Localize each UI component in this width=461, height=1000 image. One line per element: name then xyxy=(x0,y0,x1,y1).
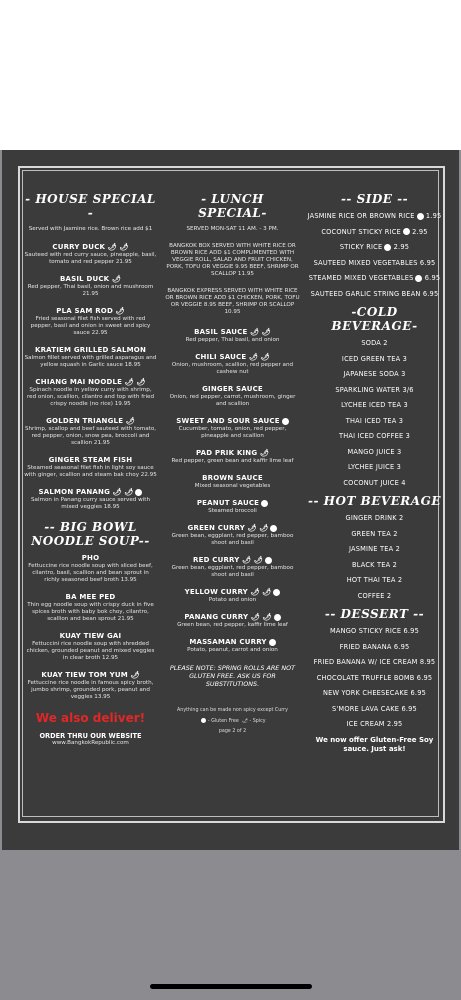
item-description: Steamed seasonal filet fish in light soy sauce with ginger, scallion and steam bak choy 22.95 xyxy=(24,465,157,478)
column-house-special xyxy=(24,192,157,747)
house-special-item xyxy=(24,243,157,266)
item-description: Onion, mushroom, scallion, red pepper and cashew nut xyxy=(171,362,294,375)
spring-roll-notice: PLEASE NOTE: SPRING ROLLS ARE NOT GLUTEN FREE. ASK US FOR SUBSTITUTIONS. xyxy=(169,664,296,688)
column-sides-beverages xyxy=(307,192,442,754)
dessert-item: NEW YORK CHEESECAKE 6.95 xyxy=(322,689,426,697)
pepper-icon: 🌶 🌶 xyxy=(248,353,270,361)
item-description: Fettuccine rice noodle in famous spicy broth, jumbo shrimp, grounded pork, peanut and veggies 13.95 xyxy=(27,680,154,700)
house-special-item xyxy=(24,378,157,408)
top-blank-area xyxy=(0,0,461,150)
item-name xyxy=(24,346,157,355)
sauce-item xyxy=(165,588,300,604)
item-description: Potato, peanut, carrot and onion xyxy=(187,647,278,653)
house-special-note: Served with Jasmine rice. Brown rice add $1 xyxy=(28,226,153,232)
item-name-text: YELLOW CURRY xyxy=(184,588,248,596)
item-name-text: BA MEE PED xyxy=(65,593,116,601)
item-name xyxy=(165,613,300,622)
pepper-icon: 🌶 xyxy=(111,275,122,283)
gluten-free-icon xyxy=(269,639,276,646)
item-name xyxy=(165,385,300,394)
cold-beverage-heading: -COLD BEVERAGE- xyxy=(331,305,418,333)
bangkok-express-description: BANGKOK EXPRESS SERVED WITH WHITE RICE OR BROWN RICE ADD $1 CHICKEN, PORK, TOFU OR VEGGIE 8.95 BEEF, SHRIMP OR SCALLOP 10.95 xyxy=(165,288,300,315)
cold-beverage-item: ICED GREEN TEA 3 xyxy=(341,354,408,363)
pepper-icon: 🌶 🌶 xyxy=(250,328,271,336)
hot-beverage-item: GINGER DRINK 2 xyxy=(345,514,404,522)
pepper-icon: 🌶 xyxy=(115,307,125,315)
home-indicator[interactable] xyxy=(150,984,312,989)
gluten-free-icon xyxy=(270,525,277,532)
item-name xyxy=(165,449,300,458)
side-item-price: 2.95 xyxy=(393,243,410,251)
gluten-free-icon xyxy=(415,275,422,282)
item-description: Mixed seasonal vegetables xyxy=(194,483,271,489)
sauce-item xyxy=(165,613,300,629)
sauce-item xyxy=(165,449,300,465)
dessert-heading: -- DESSERT -- xyxy=(324,607,425,621)
side-item xyxy=(307,212,442,220)
hot-beverage-item: HOT THAI TEA 2 xyxy=(346,576,403,584)
hot-beverage-item: COFFEE 2 xyxy=(357,591,392,600)
side-item-price: 6.95 xyxy=(419,258,436,267)
item-name xyxy=(165,353,300,362)
sauce-item xyxy=(165,556,300,579)
item-name-text: CURRY DUCK xyxy=(52,243,106,251)
gluten-free-icon xyxy=(201,718,206,723)
item-description: Fried seasonal filet fish served with red pepper, basil and onion in sweet and spicy sauce 22.95 xyxy=(30,316,151,336)
item-name xyxy=(24,243,157,252)
side-item-price: 2.95 xyxy=(412,227,428,236)
item-name xyxy=(165,638,300,647)
item-name-text: KUAY TIEW GAI xyxy=(59,632,122,640)
item-name-text: BROWN SAUCE xyxy=(202,474,263,482)
pepper-icon: 🌶 xyxy=(259,449,270,457)
item-name xyxy=(24,554,157,563)
item-description: Sauteed with red curry sauce, pineapple, basil, tomato and red pepper 21.95 xyxy=(24,252,157,265)
dessert-item: CHOCOLATE TRUFFLE BOMB 6.95 xyxy=(316,673,433,682)
item-name xyxy=(24,632,157,641)
cold-beverage-item: SPARKLING WATER 3/6 xyxy=(335,385,414,394)
item-description: Onion, red pepper, carrot, mushroom, ginger and scallion xyxy=(169,394,296,407)
noodle-soup-item xyxy=(24,671,157,701)
house-special-item xyxy=(24,307,157,337)
gluten-free-icon xyxy=(403,228,410,235)
item-name-text: CHIANG MAI NOODLE xyxy=(35,378,123,386)
side-heading: -- SIDE -- xyxy=(340,192,409,206)
pepper-icon: 🌶 🌶 xyxy=(250,588,272,596)
side-item-price: 6.95 xyxy=(424,274,441,282)
item-name-text: GOLDEN TRIANGLE xyxy=(46,417,124,425)
item-description: Fettuccine rice noodle soup with sliced beef, cilantro, basil, scallion and bean sprout in richly seasoned beef broth 13.95 xyxy=(28,563,153,583)
item-name xyxy=(24,488,157,497)
item-description: Salmon in Panang curry sauce served with mixed veggies 18.95 xyxy=(31,497,150,510)
cold-beverage-item: THAI ICED COFFEE 3 xyxy=(338,432,411,440)
side-item-name: STICKY RICE xyxy=(339,243,383,251)
non-spicy-note: Anything can be made non spicy except Curry xyxy=(177,708,288,713)
delivery-banner: We also deliver! xyxy=(35,711,146,725)
item-description: Green bean, red pepper, kaffir lime leaf xyxy=(177,622,288,628)
house-special-heading: - HOUSE SPECIAL - xyxy=(25,192,156,220)
lunch-special-note: SERVED MON-SAT 11 AM. - 3 PM. xyxy=(186,226,279,232)
item-name-text: SWEET AND SOUR SAUCE xyxy=(176,417,280,425)
cold-beverage-item: LYCHEE JUICE 3 xyxy=(347,463,402,471)
cold-beverage-item: THAI ICED TEA 3 xyxy=(345,416,404,425)
item-name-text: PEANUT SAUCE xyxy=(196,499,260,507)
website-link[interactable]: www.BangkokRepublic.com xyxy=(52,740,129,746)
side-item xyxy=(307,259,442,267)
dessert-item: ICE CREAM 2.95 xyxy=(346,720,403,728)
side-item xyxy=(307,243,442,251)
menu-board xyxy=(2,150,459,850)
side-item xyxy=(307,228,442,236)
item-description: Spinach noodle in yellow curry with shrimp, red onion, scallion, cilantro and top with fried crispy noodle (no rice) 19.95 xyxy=(26,387,155,407)
item-description: Thin egg noodle soup with crispy duck in five spices broth with baby bok choy, cilantro, scallion and bean sprout 21.95 xyxy=(27,602,154,622)
legend xyxy=(165,718,300,725)
pepper-icon: 🌶 🌶 xyxy=(124,378,146,386)
item-description: Cucumber, tomato, onion, red pepper, pineapple and scallion xyxy=(178,426,287,439)
pepper-icon: 🌶 xyxy=(241,719,248,724)
sauce-item xyxy=(165,385,300,408)
house-special-item xyxy=(24,346,157,369)
side-item-price: 1.95 xyxy=(425,212,442,220)
gluten-free-icon xyxy=(265,557,272,564)
gluten-free-soy-note: We now offer Gluten-Free Soy sauce. Just ask! xyxy=(315,736,434,753)
spicy-legend: - Spicy xyxy=(249,719,266,724)
noodle-soup-heading-line1: -- BIG BOWL xyxy=(44,520,137,534)
gluten-free-icon xyxy=(135,489,142,496)
item-description: Green bean, eggplant, red pepper, bamboo shoot and basil xyxy=(171,533,294,546)
side-item-name: SAUTEED GARLIC STRING BEAN xyxy=(310,289,421,298)
item-name-text: MASSAMAN CURRY xyxy=(189,638,267,646)
cold-beverage-item: COCONUT JUICE 4 xyxy=(343,478,406,487)
dessert-item: FRIED BANANA W/ ICE CREAM 8.95 xyxy=(313,658,436,666)
house-special-item xyxy=(24,456,157,479)
item-name xyxy=(165,499,300,508)
gluten-free-icon xyxy=(384,244,391,251)
item-name-text: KRATIEM GRILLED SALMON xyxy=(34,346,147,354)
item-name-text: PLA SAM ROD xyxy=(56,307,113,315)
cold-beverage-item: MANGO JUICE 3 xyxy=(347,447,402,456)
dessert-item: FRIED BANANA 6.95 xyxy=(339,642,410,651)
bangkok-box-description: BANGKOK BOX SERVED WITH WHITE RICE OR BROWN RICE ADD $1 COMPLIMENTED WITH VEGGIE ROLL, SALAD AND FRUIT CHICKEN, PORK, TOFU OR VEGGIE 9.95 BEEF, SHRIMP OR SCALLOP 11.95 xyxy=(166,243,299,277)
sauce-item xyxy=(165,328,300,344)
dessert-list xyxy=(307,627,442,728)
noodle-soup-item xyxy=(24,593,157,623)
side-item-name: JASMINE RICE OR BROWN RICE xyxy=(307,212,415,220)
noodle-soup-list xyxy=(24,554,157,701)
item-name-text: SALMON PANANG xyxy=(38,488,111,496)
side-item-price: 6.95 xyxy=(422,289,439,298)
noodle-soup-heading-line2: NOODLE SOUP-- xyxy=(31,534,150,548)
item-name-text: BASIL SAUCE xyxy=(194,328,248,336)
house-special-list xyxy=(24,243,157,511)
item-description: Red pepper, green bean and kaffir lime leaf xyxy=(171,458,294,464)
pepper-icon: 🌶 xyxy=(125,417,135,425)
item-name-text: GREEN CURRY xyxy=(187,524,246,532)
item-name-text: RED CURRY xyxy=(193,556,240,564)
pepper-icon: 🌶 🌶 xyxy=(247,524,269,532)
item-name-text: GINGER STEAM FISH xyxy=(48,456,133,464)
cold-beverage-item: JAPANESE SODA 3 xyxy=(343,370,406,378)
page-number: page 2 of 2 xyxy=(218,729,247,734)
item-description: Red pepper, Thai basil, and onion xyxy=(185,337,280,343)
side-item xyxy=(307,274,442,282)
noodle-soup-item xyxy=(24,554,157,584)
item-name xyxy=(165,524,300,533)
pepper-icon: 🌶 🌶 xyxy=(107,243,129,251)
column-lunch-special xyxy=(165,192,300,739)
gluten-free-legend: - Gluten Free xyxy=(207,719,239,724)
side-item-name: COCONUT STICKY RICE xyxy=(321,227,401,236)
bottom-area xyxy=(0,850,461,1000)
lunch-special-heading: - LUNCH SPECIAL- xyxy=(198,192,267,220)
hot-beverage-list xyxy=(307,514,442,600)
side-list xyxy=(307,212,442,298)
item-description: Fettuccini rice noodle soup with shredded chicken, grounded peanut and mixed veggies in clear broth 12.95 xyxy=(26,641,155,661)
cold-beverage-item: LYCHEE ICED TEA 3 xyxy=(341,401,408,409)
pepper-icon: 🌶 🌶 xyxy=(250,613,272,621)
house-special-item xyxy=(24,275,157,298)
item-description: Green bean, eggplant, red pepper, bamboo shoot and basil xyxy=(171,565,294,578)
item-name xyxy=(24,456,157,465)
item-name xyxy=(165,588,300,597)
item-name-text: KUAY TIEW TOM YUM xyxy=(41,671,128,679)
item-name xyxy=(24,593,157,602)
gluten-free-icon xyxy=(417,213,424,220)
gluten-free-icon xyxy=(282,418,289,425)
hot-beverage-item: JASMINE TEA 2 xyxy=(349,545,400,553)
side-item-name: STEAMED MIXED VEGETABLES xyxy=(308,274,414,282)
item-name xyxy=(165,328,300,337)
house-special-item xyxy=(24,488,157,511)
sauce-item xyxy=(165,638,300,654)
dessert-item: S'MORE LAVA CAKE 6.95 xyxy=(332,704,417,713)
order-website-label: ORDER THRU OUR WEBSITE xyxy=(39,732,142,740)
hot-beverage-heading: -- HOT BEVERAGE xyxy=(308,494,441,508)
sauce-item xyxy=(165,524,300,547)
item-name xyxy=(165,474,300,483)
item-name xyxy=(165,556,300,565)
item-name-text: PAD PRIK KING xyxy=(195,449,258,457)
noodle-soup-item xyxy=(24,632,157,662)
house-special-item xyxy=(24,417,157,447)
item-name-text: BASIL DUCK xyxy=(59,275,110,283)
cold-beverage-item: SODA 2 xyxy=(361,339,388,347)
item-name-text: GINGER SAUCE xyxy=(202,385,263,393)
item-description: Potato and onion xyxy=(208,597,257,603)
item-name-text: PHO xyxy=(81,554,100,562)
item-name-text: PANANG CURRY xyxy=(184,613,249,621)
gluten-free-icon xyxy=(274,614,281,621)
item-description: Shrimp, scallop and beef sauteed with tomato, red pepper, onion, snow pea, broccoli and scallion 21.95 xyxy=(24,426,157,446)
item-name xyxy=(24,275,157,284)
item-name xyxy=(24,378,157,387)
sauce-item xyxy=(165,474,300,490)
sauce-item xyxy=(165,499,300,515)
gluten-free-icon xyxy=(261,500,268,507)
item-description: Salmon fillet served with grilled asparagus and yellow squash in Garlic sauce 18.95 xyxy=(24,355,157,368)
sauce-item xyxy=(165,353,300,376)
item-description: Steamed broccoli xyxy=(208,508,257,514)
dessert-item: MANGO STICKY RICE 6.95 xyxy=(330,627,419,635)
gluten-free-icon xyxy=(273,589,280,596)
item-name xyxy=(24,417,157,426)
item-name xyxy=(165,417,300,426)
sauce-item xyxy=(165,417,300,440)
pepper-icon: 🌶 🌶 xyxy=(112,488,134,496)
item-name xyxy=(24,307,157,316)
hot-beverage-item: GREEN TEA 2 xyxy=(351,529,398,538)
side-item-name: SAUTEED MIXED VEGETABLES xyxy=(313,258,418,267)
item-name-text: CHILI SAUCE xyxy=(195,353,247,361)
pepper-icon: 🌶 🌶 xyxy=(242,556,263,564)
hot-beverage-item: BLACK TEA 2 xyxy=(352,560,397,569)
pepper-icon: 🌶 xyxy=(130,671,140,679)
item-description: Red pepper, Thai basil, onion and mushroom 21.95 xyxy=(27,284,154,297)
side-item xyxy=(307,290,442,298)
cold-beverage-list xyxy=(307,339,442,487)
sauce-list xyxy=(165,328,300,654)
item-name xyxy=(24,671,157,680)
